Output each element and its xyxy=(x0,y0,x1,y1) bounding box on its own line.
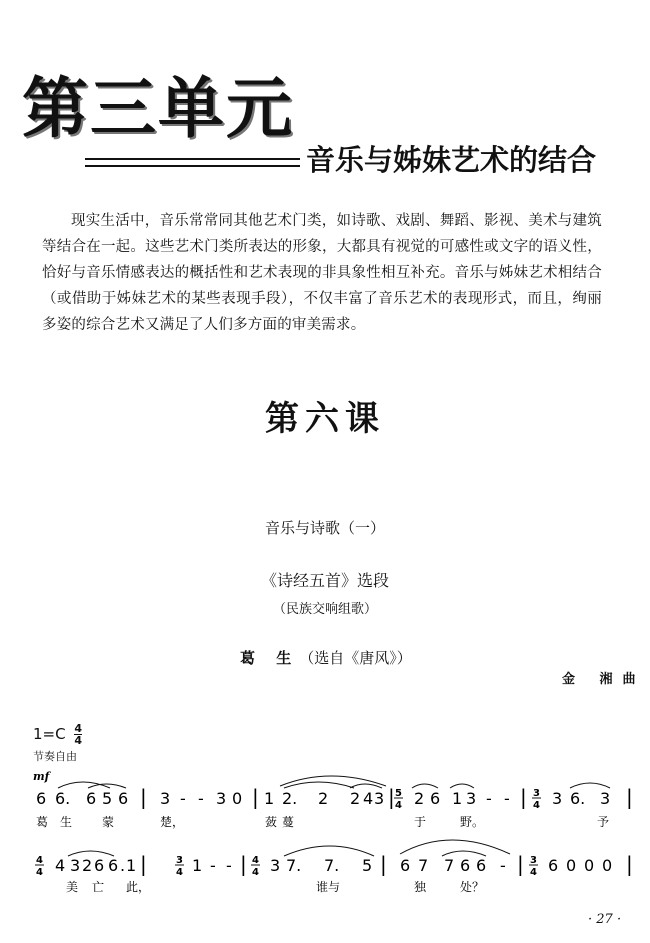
key-signature xyxy=(33,723,82,746)
score-note: 6 xyxy=(36,789,47,808)
score-note: 2 xyxy=(350,789,361,808)
score-note: - xyxy=(180,789,186,808)
score-note: 3 xyxy=(70,856,81,875)
score-line-1-notes xyxy=(36,785,633,809)
lyric-syllable: 蔓 xyxy=(282,815,295,829)
bar-line: | xyxy=(520,785,527,809)
bar-line: | xyxy=(517,852,524,876)
score-note: . xyxy=(120,856,126,875)
lyric-syllable: 生 xyxy=(60,815,73,829)
score-note: 7 xyxy=(418,856,429,875)
lyric-syllable: 楚， xyxy=(160,815,185,829)
score-note: 4 xyxy=(363,789,374,808)
score-note: 2 xyxy=(82,856,93,875)
score-note: 6 xyxy=(460,856,471,875)
slur xyxy=(284,846,374,856)
time-change-top: 3 xyxy=(533,788,540,799)
bar-line: | xyxy=(626,785,633,809)
score-note: 6. xyxy=(570,789,586,808)
lyric-syllable: 予 xyxy=(597,815,610,829)
lyric-syllable: 亡 xyxy=(92,880,105,894)
time-change-bottom: 4 xyxy=(176,867,183,878)
lesson-title: 第六课 xyxy=(265,399,385,439)
bar-line: | xyxy=(380,852,387,876)
score-note: - xyxy=(210,856,216,875)
piece-title: 音乐与诗歌（一） xyxy=(264,519,385,537)
score-note: 6 xyxy=(118,789,129,808)
dynamic-marking: mf xyxy=(33,770,50,783)
score-note: 6 xyxy=(86,789,97,808)
time-top: 4 xyxy=(74,722,83,735)
score-note: 6 xyxy=(94,856,105,875)
score-line-2-notes xyxy=(55,852,633,876)
composer-credit: 金 湘曲 xyxy=(562,672,646,687)
score-note: 3 xyxy=(600,789,611,808)
song-name: 葛 生 xyxy=(240,649,300,667)
time-change-top: 4 xyxy=(36,855,43,866)
work-title: 《诗经五首》选段 xyxy=(260,571,389,590)
lyric-syllable: 美 xyxy=(66,880,79,894)
score-note: 3 xyxy=(216,789,227,808)
score-note: 5 xyxy=(362,856,373,875)
time-change-bottom: 4 xyxy=(533,800,540,811)
lyric-syllable: 谁与 xyxy=(316,880,341,894)
title-rule-top xyxy=(85,158,300,160)
score-note: 3 xyxy=(160,789,171,808)
bar-line: | xyxy=(252,785,259,809)
bar-line: | xyxy=(140,852,147,876)
lyric-syllable: 于 xyxy=(414,815,427,829)
slur xyxy=(88,784,126,788)
song-heading xyxy=(240,647,412,668)
time-change-top: 5 xyxy=(395,788,402,799)
bar-line: | xyxy=(140,785,147,809)
lyric-syllable: 葛 xyxy=(36,815,49,829)
lyric-syllable: 蒙 xyxy=(102,815,115,829)
score-note: 2. xyxy=(282,789,298,808)
music-score xyxy=(0,760,650,910)
score-note: 0 xyxy=(584,856,595,875)
score-note: 3 xyxy=(466,789,477,808)
score-note: 0 xyxy=(232,789,243,808)
time-change-bottom: 4 xyxy=(530,867,537,878)
time-change-top: 4 xyxy=(252,855,259,866)
score-note: 3 xyxy=(552,789,563,808)
score-note: - xyxy=(198,789,204,808)
bar-line: | xyxy=(388,785,395,809)
time-change-bottom: 4 xyxy=(395,800,402,811)
score-note: 1 xyxy=(452,789,463,808)
score-note: 1 xyxy=(192,856,203,875)
score-note: 2 xyxy=(414,789,425,808)
score-note: 3 xyxy=(374,789,385,808)
time-change-top: 3 xyxy=(176,855,183,866)
score-note: 1 xyxy=(264,789,275,808)
time-change-bottom: 4 xyxy=(252,867,259,878)
bar-line: | xyxy=(626,852,633,876)
unit-subtitle: 音乐与姊妹艺术的结合 xyxy=(306,143,597,177)
score-note: 4 xyxy=(55,856,66,875)
page-number: · 27 · xyxy=(588,912,622,927)
tempo-marking: 节奏自由 xyxy=(33,750,77,763)
score-note: 5 xyxy=(102,789,113,808)
score-note: 6 xyxy=(548,856,559,875)
time-change-top: 3 xyxy=(530,855,537,866)
score-note: 3 xyxy=(270,856,281,875)
score-note: 7. xyxy=(286,856,302,875)
score-note: - xyxy=(504,789,510,808)
score-note: - xyxy=(486,789,492,808)
title-rule-bottom xyxy=(85,165,300,167)
slur xyxy=(412,784,438,788)
lyric-syllable: 蔹 xyxy=(265,815,278,829)
score-note: 7. xyxy=(324,856,340,875)
slur xyxy=(58,782,110,788)
score-line-2-slurs xyxy=(68,840,510,856)
score-note: 6 xyxy=(400,856,411,875)
score-line-1-lyrics xyxy=(36,814,609,829)
time-change-bottom: 4 xyxy=(36,867,43,878)
unit-title: 第三单元 xyxy=(22,70,294,147)
score-note: - xyxy=(226,856,232,875)
initial-time-signature xyxy=(74,723,82,746)
lyric-syllable: 处？ xyxy=(460,880,485,894)
score-note: 2 xyxy=(318,789,329,808)
time-bottom: 4 xyxy=(74,734,83,747)
bar-line: | xyxy=(240,852,247,876)
score-note: - xyxy=(500,856,506,875)
score-note: 6 xyxy=(476,856,487,875)
intro-paragraph: 现实生活中，音乐常常同其他艺术门类，如诗歌、戏剧、舞蹈、影视、美术与建筑等结合在一起。这些艺术门类所表达的形象，大都具有视觉的可感性或文字的语义性，恰好与音乐情感表达的概括性和艺术表现的非具象性相互补充。音乐与姊妹艺术相结合（或借助于姊妹艺术的某些表现手段），不仅丰富了音乐艺术的表现形式，而且，绚丽多姿的综合艺术又满足了人们多方面的审美需求。 xyxy=(42,213,602,333)
key-label: 1=C xyxy=(33,725,66,743)
score-note: 0 xyxy=(602,856,613,875)
score-note: 6. xyxy=(55,789,71,808)
score-note: 7 xyxy=(444,856,455,875)
song-source: （选自《唐风》） xyxy=(299,649,412,667)
lyric-syllable: 此， xyxy=(126,880,151,894)
score-note: 0 xyxy=(566,856,577,875)
lyric-syllable: 独 xyxy=(414,880,427,894)
score-note: 1 xyxy=(126,856,137,875)
slur xyxy=(570,783,610,788)
lyric-syllable: 野。 xyxy=(460,815,485,829)
score-line-2-lyrics xyxy=(66,879,484,894)
score-note: 6 xyxy=(430,789,441,808)
slur xyxy=(350,784,382,788)
score-note: 6 xyxy=(108,856,119,875)
slur xyxy=(284,782,354,788)
slur xyxy=(450,784,474,788)
work-subtitle: （民族交响组歌） xyxy=(272,602,377,617)
